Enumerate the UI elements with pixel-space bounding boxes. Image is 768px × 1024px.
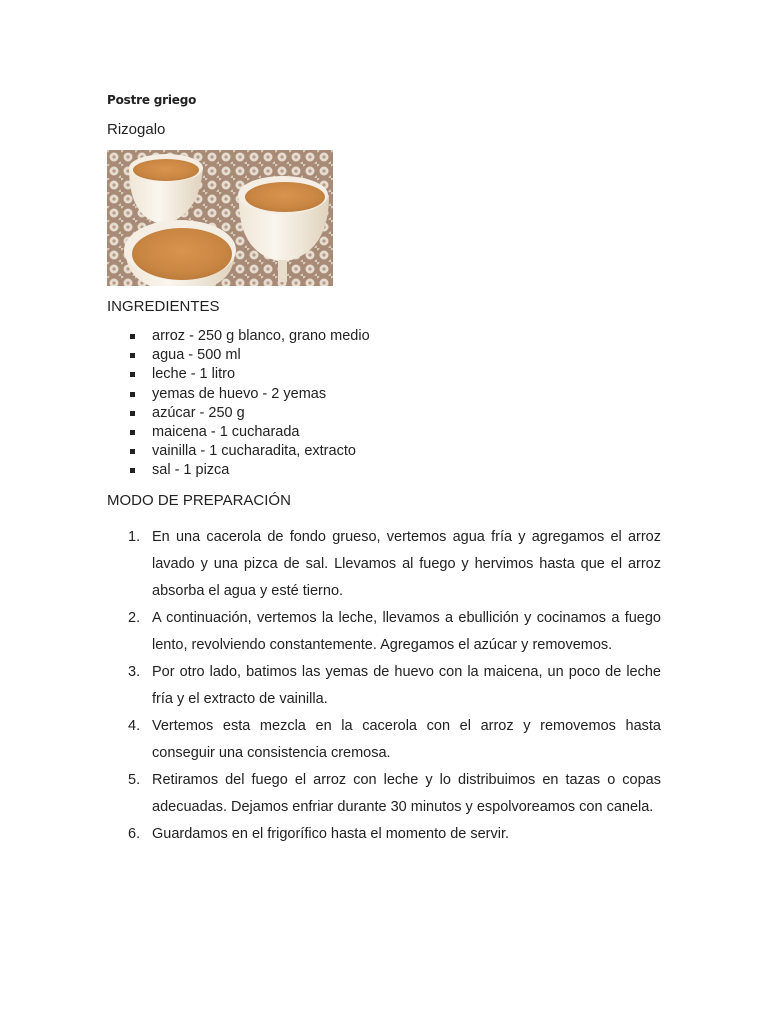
step-text: En una cacerola de fondo grueso, vertemos agua fría y agregamos el arroz lavado y una pizca de sal. Llevamos al fuego y hervimos hasta que el arroz absorba el agua y esté tierno. [152,529,661,599]
bullet-icon [130,449,135,454]
step-number: 2. [128,610,141,626]
ingredient-text: agua - 500 ml [152,347,241,364]
step-item [107,524,661,605]
cup-front [124,220,236,286]
step-item [107,659,661,713]
list-item [107,365,370,384]
bullet-icon [130,372,135,377]
step-text: Guardamos en el frigorífico hasta el momento de servir. [152,826,510,842]
step-item [107,767,661,821]
step-number: 3. [128,664,141,680]
ingredients-heading: INGREDIENTES [107,298,220,315]
step-text: Por otro lado, batimos las yemas de huevo con la maicena, un poco de leche fría y el extracto de vainilla. [152,664,661,707]
bullet-icon [130,468,135,473]
bullet-icon [130,334,135,339]
step-number: 4. [128,718,141,734]
ingredient-text: yemas de huevo - 2 yemas [152,385,327,402]
bullet-icon [130,430,135,435]
step-text: Retiramos del fuego el arroz con leche y lo distribuimos en tazas o copas adecuadas. Dejamos enfriar durante 30 minutos y espolvoreamos con canela. [152,772,661,815]
step-item [107,821,661,848]
step-text: Vertemos esta mezcla en la cacerola con el arroz y removemos hasta conseguir una consistencia cremosa. [152,718,661,761]
step-item [107,605,661,659]
ingredients-list [107,327,370,481]
ingredient-text: azúcar - 250 g [152,404,245,421]
bullet-icon [130,353,135,358]
ingredient-text: vainilla - 1 cucharadita, extracto [152,443,356,460]
recipe-title: Rizogalo [107,121,166,138]
document-heading: Postre griego [107,93,197,107]
list-item [107,385,370,404]
ingredient-text: leche - 1 litro [152,366,236,383]
list-item [107,461,370,480]
list-item [107,346,370,365]
list-item [107,442,370,461]
step-number: 1. [128,529,141,545]
bullet-icon [130,392,135,397]
ingredient-text: arroz - 250 g blanco, grano medio [152,328,370,344]
list-item [107,327,370,346]
step-number: 6. [128,826,141,842]
step-number: 5. [128,772,141,788]
ingredient-text: sal - 1 pizca [152,462,230,479]
preparation-heading: MODO DE PREPARACIÓN [107,492,291,509]
list-item [107,423,370,442]
list-item [107,404,370,423]
step-item [107,713,661,767]
recipe-photo [107,150,333,286]
steps-list [107,524,661,848]
ingredient-text: maicena - 1 cucharada [152,423,300,440]
step-text: A continuación, vertemos la leche, llevamos a ebullición y cocinamos a fuego lento, revolviendo constantemente. Agregamos el azúcar y removemos. [152,610,661,653]
bullet-icon [130,411,135,416]
